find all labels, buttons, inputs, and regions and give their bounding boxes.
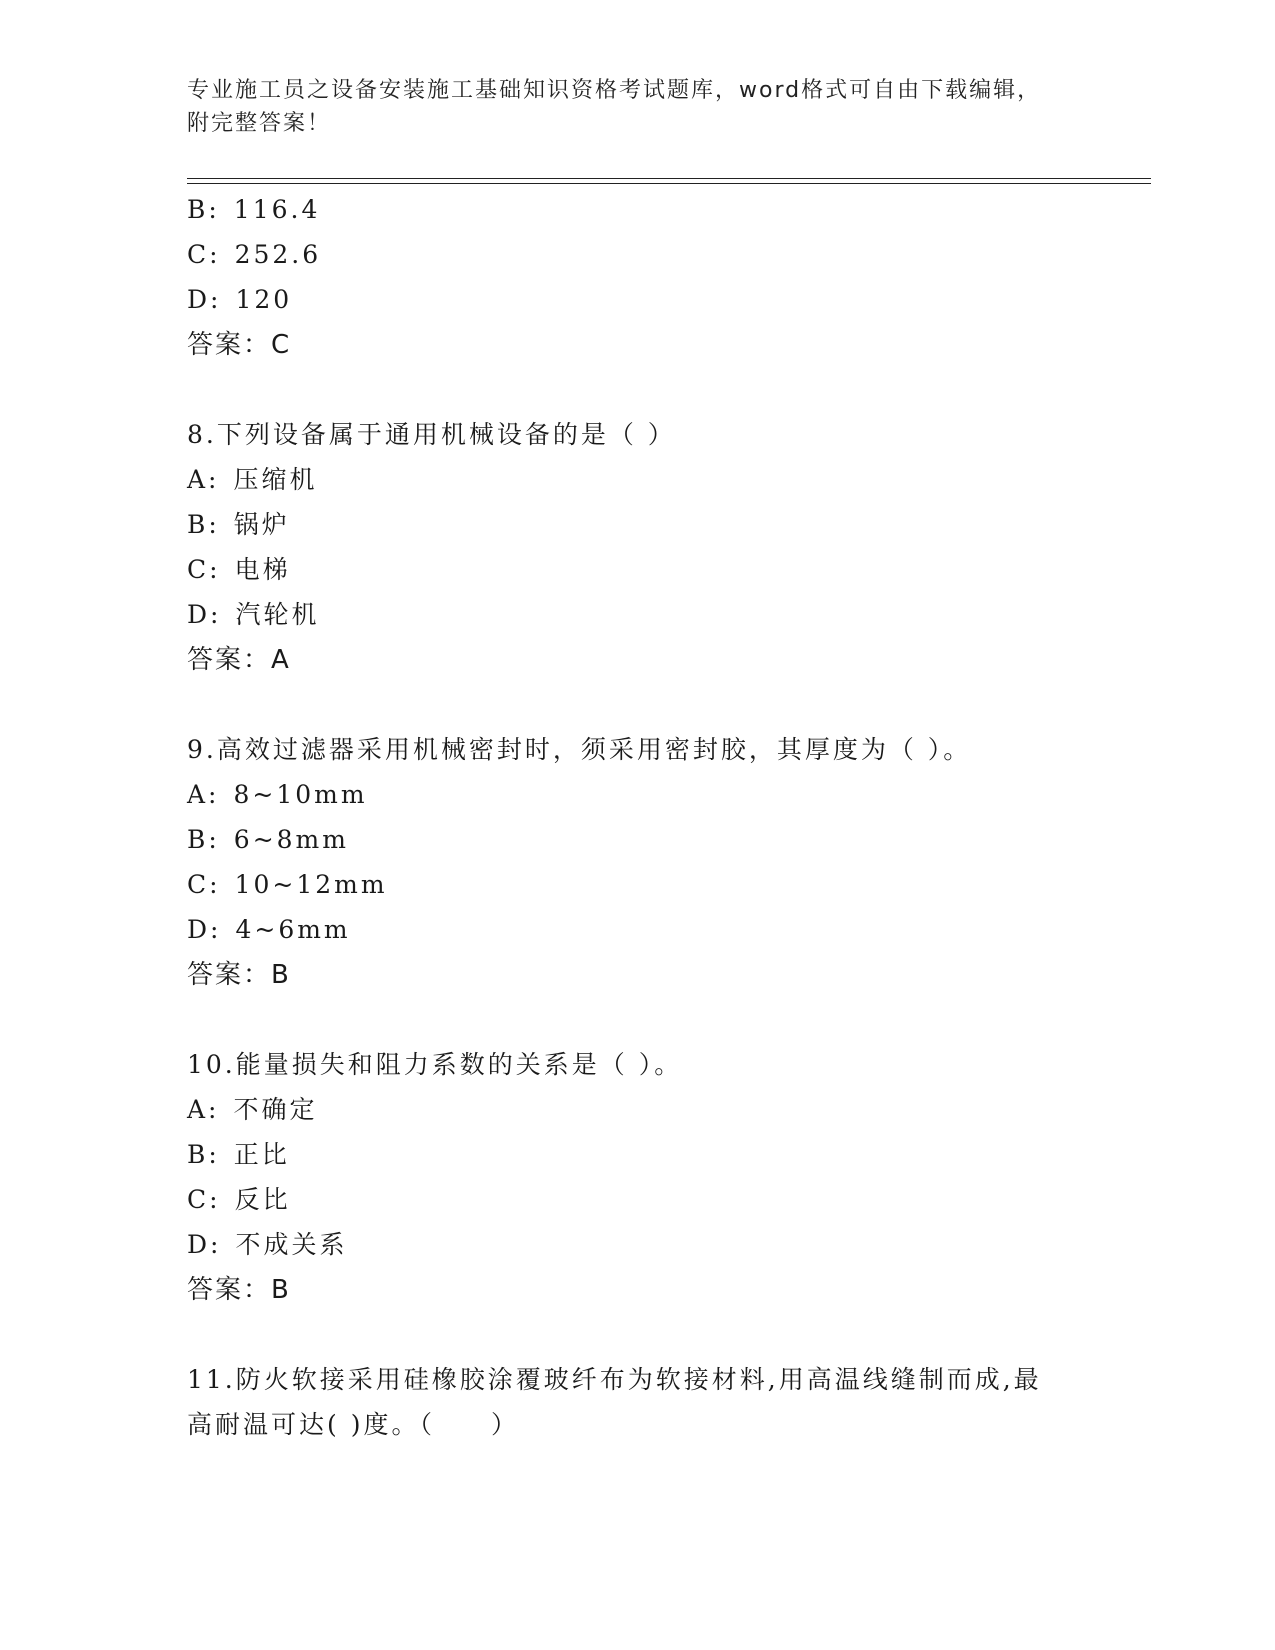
q8-answer: 答案：A: [187, 645, 291, 675]
option-letter: A:: [187, 1095, 220, 1124]
option-letter: A:: [187, 465, 220, 494]
q8-option-c: [187, 555, 291, 585]
q7-option-d: [187, 285, 292, 315]
option-letter: B:: [187, 510, 220, 539]
option-text: 10~12mm: [234, 870, 388, 899]
q10-option-b: [187, 1140, 290, 1170]
q11-stem-line-2: 高耐温可达( )度。（ ）: [187, 1410, 519, 1439]
option-letter: C:: [187, 870, 221, 899]
option-text: 4~6mm: [235, 915, 351, 944]
q10-option-c: [187, 1185, 291, 1215]
q8-option-a: [187, 465, 318, 495]
q9-option-a: [187, 780, 368, 810]
option-text: 8~10mm: [233, 780, 368, 809]
option-letter: D:: [187, 285, 222, 314]
q8-stem: 8.下列设备属于通用机械设备的是（ ）: [187, 420, 676, 449]
q7-option-c: [187, 240, 321, 270]
option-text: 汽轮机: [235, 600, 320, 629]
option-text: 正比: [233, 1140, 290, 1169]
header-line-1: 专业施工员之设备安装施工基础知识资格考试题库，word格式可自由下载编辑，: [187, 78, 1042, 103]
header-line-2: 附完整答案！: [187, 111, 332, 136]
option-text: 不成关系: [235, 1230, 348, 1259]
option-letter: C:: [187, 555, 221, 584]
option-letter: D:: [187, 1230, 222, 1259]
q9-option-d: [187, 915, 351, 945]
q11-stem-line-1: 11.防火软接采用硅橡胶涂覆玻纤布为软接材料,用高温线缝制而成,最: [187, 1365, 1042, 1394]
option-text: 120: [235, 285, 293, 314]
q9-stem: 9.高效过滤器采用机械密封时，须采用密封胶，其厚度为（ ）。: [187, 735, 972, 764]
option-text: 6~8mm: [233, 825, 349, 854]
option-letter: D:: [187, 600, 222, 629]
option-letter: C:: [187, 240, 221, 269]
header-divider-bottom: [187, 183, 1151, 184]
q8-option-b: [187, 510, 290, 540]
option-text: 116.4: [233, 195, 321, 224]
option-text: 锅炉: [233, 510, 290, 539]
option-letter: B:: [187, 195, 220, 224]
option-letter: A:: [187, 780, 220, 809]
option-letter: B:: [187, 825, 220, 854]
q9-answer: 答案：B: [187, 960, 291, 990]
document-header: [187, 74, 1087, 140]
q10-option-a: [187, 1095, 318, 1125]
option-text: 反比: [234, 1185, 291, 1214]
option-text: 电梯: [234, 555, 291, 584]
q10-option-d: [187, 1230, 347, 1260]
q7-answer: 答案：C: [187, 330, 292, 360]
q10-answer: 答案：B: [187, 1275, 291, 1305]
option-text: 压缩机: [233, 465, 318, 494]
option-text: 不确定: [233, 1095, 318, 1124]
q8-option-d: [187, 600, 319, 630]
option-letter: B:: [187, 1140, 220, 1169]
q7-option-b: [187, 195, 320, 225]
option-text: 252.6: [234, 240, 322, 269]
q9-option-b: [187, 825, 349, 855]
header-divider-top: [187, 178, 1151, 179]
option-letter: D:: [187, 915, 222, 944]
q9-option-c: [187, 870, 388, 900]
option-letter: C:: [187, 1185, 221, 1214]
q10-stem: 10.能量损失和阻力系数的关系是（ ）。: [187, 1050, 683, 1079]
